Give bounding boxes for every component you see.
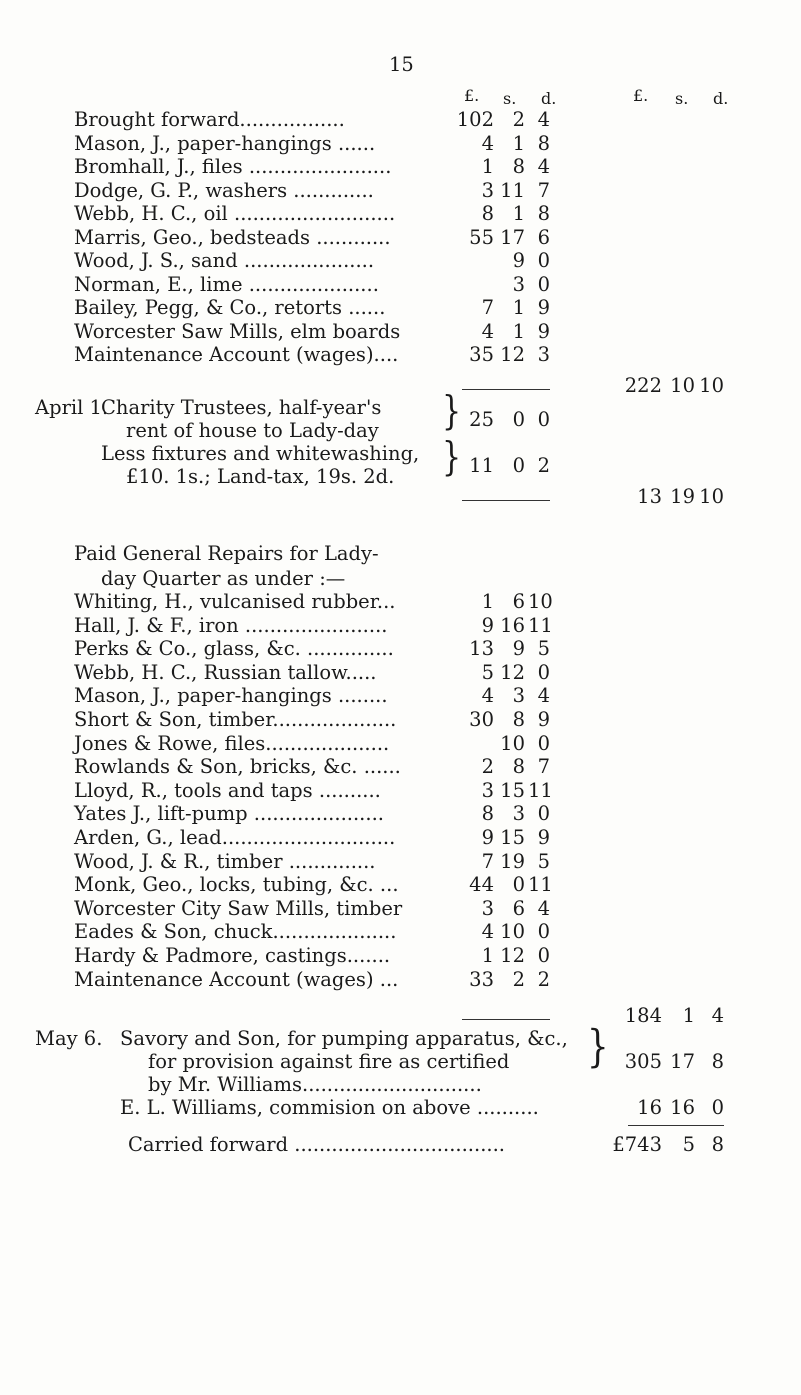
header-shillings-left: s.	[503, 89, 517, 108]
row-shillings: 0	[512, 873, 525, 897]
row-pence: 0	[537, 660, 550, 684]
section2-total-pence: 10	[699, 485, 724, 508]
fixtures-shillings: 0	[512, 454, 525, 477]
row-pence: 5	[537, 849, 550, 873]
fixtures-line1: Less fixtures and whitewashing,	[101, 442, 420, 465]
total-rule	[628, 1125, 724, 1126]
row-label: Perks & Co., glass, &c. ..............	[74, 637, 394, 661]
row-pence: 11	[528, 613, 553, 637]
row-shillings: 9	[512, 637, 525, 661]
row-pence: 6	[537, 225, 550, 249]
savory-shillings: 17	[670, 1050, 695, 1073]
brace-charity: }	[442, 389, 462, 435]
row-pounds: 9	[481, 613, 494, 637]
row-shillings: 10	[500, 731, 525, 755]
row-pence: 4	[537, 896, 550, 920]
row-pence: 2	[537, 967, 550, 991]
section2-total-pounds: 13	[637, 485, 662, 508]
row-pence: 0	[537, 731, 550, 755]
row-label: Wood, J. & R., timber ..............	[74, 849, 376, 873]
row-pounds: 8	[481, 202, 494, 225]
header-pence-left: d.	[541, 89, 557, 108]
fixtures-line2: £10. 1s.; Land-tax, 19s. 2d.	[126, 465, 395, 488]
row-label: Norman, E., lime .....................	[74, 272, 379, 296]
brace-fixtures: }	[442, 435, 462, 481]
subtotal-rule	[462, 1019, 550, 1020]
williams-shillings: 16	[670, 1096, 695, 1119]
row-shillings: 12	[500, 944, 525, 967]
row-label: Brought forward.................	[74, 108, 345, 131]
row-pounds: 44	[469, 873, 494, 897]
row-label: Whiting, H., vulcanised rubber...	[74, 590, 396, 613]
row-shillings: 16	[500, 613, 525, 637]
row-pounds: 33	[469, 967, 494, 991]
row-shillings: 9	[512, 249, 525, 272]
row-pounds: 4	[481, 684, 494, 708]
row-shillings: 12	[500, 660, 525, 684]
row-pounds: 3	[481, 178, 494, 202]
row-shillings: 1	[512, 296, 525, 319]
row-pounds: 8	[481, 802, 494, 826]
charity-shillings: 0	[512, 408, 525, 431]
row-label: Mason, J., paper-hangings ........	[74, 684, 388, 708]
row-pounds: 4	[481, 920, 494, 944]
row-pence: 8	[537, 202, 550, 225]
carried-forward-pence: 8	[711, 1133, 724, 1156]
row-label: Arden, G., lead............................	[74, 826, 396, 849]
row-shillings: 3	[512, 802, 525, 826]
row-pounds: 2	[481, 755, 494, 779]
section3-total-pounds: 184	[624, 1004, 662, 1027]
row-pence: 9	[537, 708, 550, 731]
row-shillings: 2	[512, 108, 525, 131]
row-pence: 0	[537, 272, 550, 296]
brace-savory: }	[587, 1021, 609, 1074]
section3-total-shillings: 1	[682, 1004, 695, 1027]
row-pounds: 102	[456, 108, 494, 131]
williams-pence: 0	[711, 1096, 724, 1119]
carried-forward-label: Carried forward ..................................	[128, 1133, 505, 1156]
row-label: Bailey, Pegg, & Co., retorts ......	[74, 296, 386, 319]
row-shillings: 6	[512, 896, 525, 920]
row-pence: 7	[537, 755, 550, 779]
row-label: Webb, H. C., Russian tallow.....	[74, 660, 377, 684]
repairs-heading-line2: day Quarter as under :—	[101, 567, 346, 590]
date-may-6: May 6.	[35, 1027, 103, 1050]
row-pence: 9	[537, 319, 550, 343]
row-pence: 7	[537, 178, 550, 202]
row-label: Webb, H. C., oil ..........................	[74, 202, 396, 225]
repairs-heading-line1: Paid General Repairs for Lady-	[74, 542, 379, 565]
page-number: 15	[389, 53, 414, 76]
row-pounds: 7	[481, 849, 494, 873]
row-pounds: 1	[481, 590, 494, 613]
row-shillings: 1	[512, 319, 525, 343]
savory-pounds: 305	[624, 1050, 662, 1073]
row-pence: 4	[537, 684, 550, 708]
section1-total-shillings: 10	[670, 374, 695, 397]
header-pounds-left: £.	[464, 86, 480, 105]
row-label: Maintenance Account (wages) ...	[74, 967, 399, 991]
row-pounds: 13	[469, 637, 494, 661]
row-shillings: 8	[512, 708, 525, 731]
row-pounds: 7	[481, 296, 494, 319]
row-pence: 8	[537, 131, 550, 155]
row-pence: 5	[537, 637, 550, 661]
row-pence: 4	[537, 108, 550, 131]
savory-line2: for provision against fire as certified	[148, 1050, 510, 1073]
row-pence: 11	[528, 873, 553, 897]
carried-forward-pounds: £743	[612, 1133, 662, 1156]
fixtures-pence: 2	[537, 454, 550, 477]
charity-pounds: 25	[469, 408, 494, 431]
row-label: Marris, Geo., bedsteads ............	[74, 225, 391, 249]
row-label: Bromhall, J., files .......................	[74, 155, 392, 178]
row-pounds: 30	[469, 708, 494, 731]
row-label: Yates J., lift-pump .....................	[74, 802, 384, 826]
row-pence: 11	[528, 778, 553, 802]
row-pounds: 5	[481, 660, 494, 684]
section2-total-shillings: 19	[670, 485, 695, 508]
row-pence: 0	[537, 944, 550, 967]
row-label: Worcester Saw Mills, elm boards	[74, 319, 401, 343]
row-pence: 0	[537, 920, 550, 944]
row-shillings: 17	[500, 225, 525, 249]
row-label: Lloyd, R., tools and taps ..........	[74, 778, 381, 802]
row-pence: 9	[537, 296, 550, 319]
savory-line1: Savory and Son, for pumping apparatus, &c.,	[120, 1027, 568, 1050]
row-shillings: 1	[512, 131, 525, 155]
row-label: Jones & Rowe, files....................	[74, 731, 390, 755]
row-pence: 4	[537, 155, 550, 178]
row-pounds: 3	[481, 778, 494, 802]
date-april-1: April 1.	[35, 396, 109, 419]
row-shillings: 15	[500, 778, 525, 802]
row-shillings: 6	[512, 590, 525, 613]
row-pounds: 9	[481, 826, 494, 849]
row-pence: 0	[537, 249, 550, 272]
charity-line1: Charity Trustees, half-year's	[101, 396, 382, 419]
section1-total-pence: 10	[699, 374, 724, 397]
row-label: Mason, J., paper-hangings ......	[74, 131, 376, 155]
row-label: Wood, J. S., sand .....................	[74, 249, 375, 272]
row-pence: 3	[537, 343, 550, 366]
williams-commission: E. L. Williams, commision on above ..........	[120, 1096, 539, 1119]
row-pounds: 3	[481, 896, 494, 920]
row-shillings: 3	[512, 272, 525, 296]
row-label: Hall, J. & F., iron .......................	[74, 613, 388, 637]
subtotal-rule	[462, 500, 550, 501]
header-pence-right: d.	[713, 89, 729, 108]
row-pence: 9	[537, 826, 550, 849]
section3-total-pence: 4	[711, 1004, 724, 1027]
row-shillings: 10	[500, 920, 525, 944]
row-shillings: 2	[512, 967, 525, 991]
row-shillings: 19	[500, 849, 525, 873]
row-pence: 10	[528, 590, 553, 613]
row-label: Worcester City Saw Mills, timber	[74, 896, 403, 920]
row-shillings: 8	[512, 755, 525, 779]
row-pence: 0	[537, 802, 550, 826]
row-label: Eades & Son, chuck....................	[74, 920, 397, 944]
row-shillings: 11	[500, 178, 525, 202]
charity-pence: 0	[537, 408, 550, 431]
row-pounds: 1	[481, 944, 494, 967]
carried-forward-shillings: 5	[682, 1133, 695, 1156]
row-label: Maintenance Account (wages)....	[74, 343, 399, 366]
header-shillings-right: s.	[675, 89, 689, 108]
row-label: Short & Son, timber....................	[74, 708, 397, 731]
row-shillings: 3	[512, 684, 525, 708]
williams-pounds: 16	[637, 1096, 662, 1119]
header-pounds-right: £.	[633, 86, 649, 105]
charity-line2: rent of house to Lady-day	[126, 419, 379, 442]
row-pounds: 55	[469, 225, 494, 249]
subtotal-rule	[462, 389, 550, 390]
section1-total-pounds: 222	[624, 374, 662, 397]
savory-pence: 8	[711, 1050, 724, 1073]
savory-line3: by Mr. Williams.............................	[148, 1073, 482, 1096]
fixtures-pounds: 11	[469, 454, 494, 477]
row-label: Rowlands & Son, bricks, &c. ......	[74, 755, 401, 779]
row-shillings: 1	[512, 202, 525, 225]
row-shillings: 12	[500, 343, 525, 366]
row-shillings: 8	[512, 155, 525, 178]
row-pounds: 1	[481, 155, 494, 178]
row-label: Monk, Geo., locks, tubing, &c. ...	[74, 873, 399, 897]
row-pounds: 4	[481, 131, 494, 155]
row-pounds: 4	[481, 319, 494, 343]
row-label: Hardy & Padmore, castings.......	[74, 944, 391, 967]
row-pounds: 35	[469, 343, 494, 366]
row-label: Dodge, G. P., washers .............	[74, 178, 374, 202]
row-shillings: 15	[500, 826, 525, 849]
